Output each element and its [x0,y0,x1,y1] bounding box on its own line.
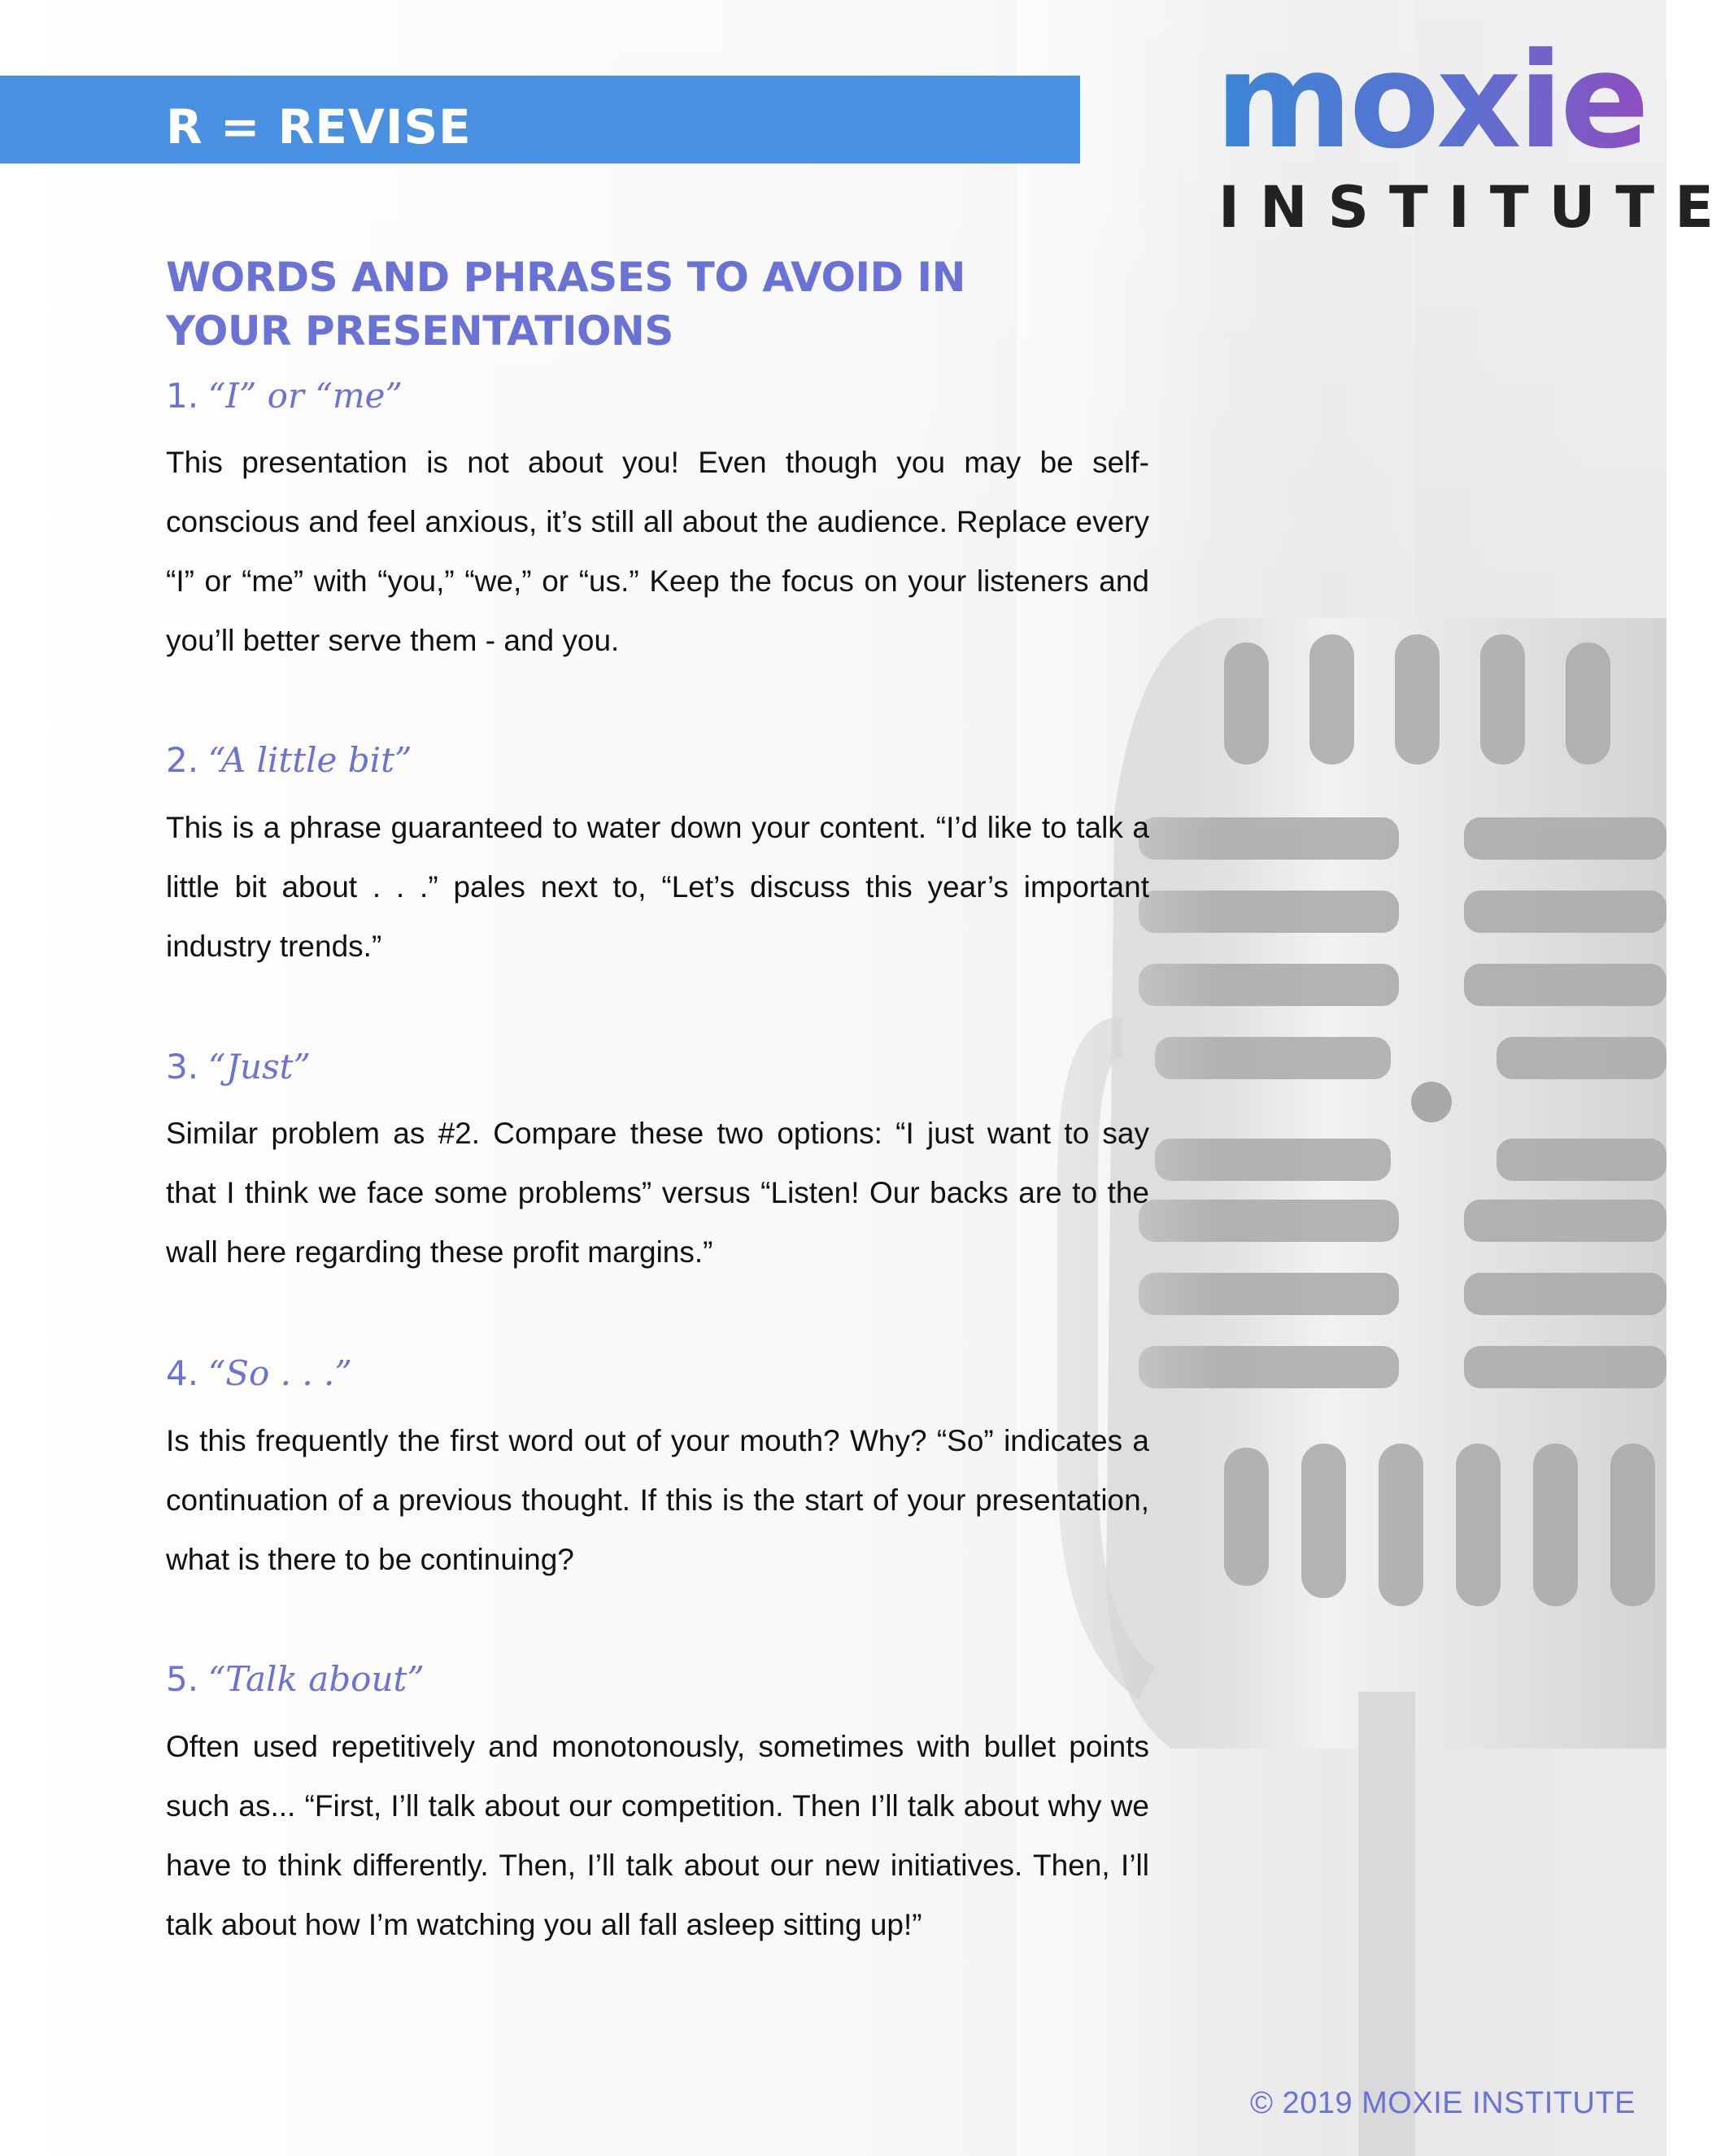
item-body-3: Similar problem as #2. Compare these two options: “I just want to say that I think we face some problems” versus “Listen! Our backs are to the wall here regarding these profit margins.” [166,1117,1149,1269]
logo-wordmark-text: moxie [1215,25,1646,178]
item-heading-4 [166,1353,352,1394]
item-number: 5. [166,1659,199,1699]
item-phrase: “Just” [207,1047,311,1087]
logo-subtitle: INSTITUTE [1218,174,1734,241]
item-phrase: “Talk about” [207,1659,425,1699]
item-phrase: “So . . .” [207,1353,352,1393]
item-phrase: “A little bit” [207,740,412,780]
moxie-wordmark [1212,24,1646,179]
item-body-4: Is this frequently the first word out of your mouth? Why? “So” indicates a continuation of a previous thought. If this is the start of your presentation, what is there to be continuing? [166,1424,1149,1576]
item-body-5: Often used repetitively and monotonously, sometimes with bullet points such as... “First, I’ll talk about our competition. Then I’ll talk about why we have to think differently. Then, I’ll talk about our new initiatives. Then, I’ll talk about how I’m watching you all fall asleep sitting up!” [166,1730,1149,1941]
item-heading-1 [166,376,403,416]
item-number: 1. [166,376,199,416]
item-heading-2 [166,740,412,781]
item-phrase: “I” or “me” [207,376,403,416]
moxie-institute-logo [1212,24,1734,241]
item-number: 2. [166,740,199,780]
item-heading-5 [166,1659,425,1700]
item-heading-3 [166,1047,311,1087]
item-body-2: This is a phrase guaranteed to water down your content. “I’d like to talk a little bit about . . .” pales next to, “Let’s discuss this year’s important industry trends.” [166,811,1149,963]
header-bar [0,76,1080,163]
copyright-footer: © 2019 MOXIE INSTITUTE [1250,2086,1636,2120]
document-title: WORDS AND PHRASES TO AVOID IN YOUR PRESENTATIONS [166,254,965,355]
item-number: 3. [166,1047,199,1087]
section-title: R = REVISE [166,99,472,155]
item-body-1: This presentation is not about you! Even though you may be self-conscious and feel anxious, it’s still all about the audience. Replace every “I” or “me” with “you,” “we,” or “us.” Keep the focus on your listeners and you’ll better serve them - and you. [166,446,1149,657]
item-number: 4. [166,1353,199,1393]
